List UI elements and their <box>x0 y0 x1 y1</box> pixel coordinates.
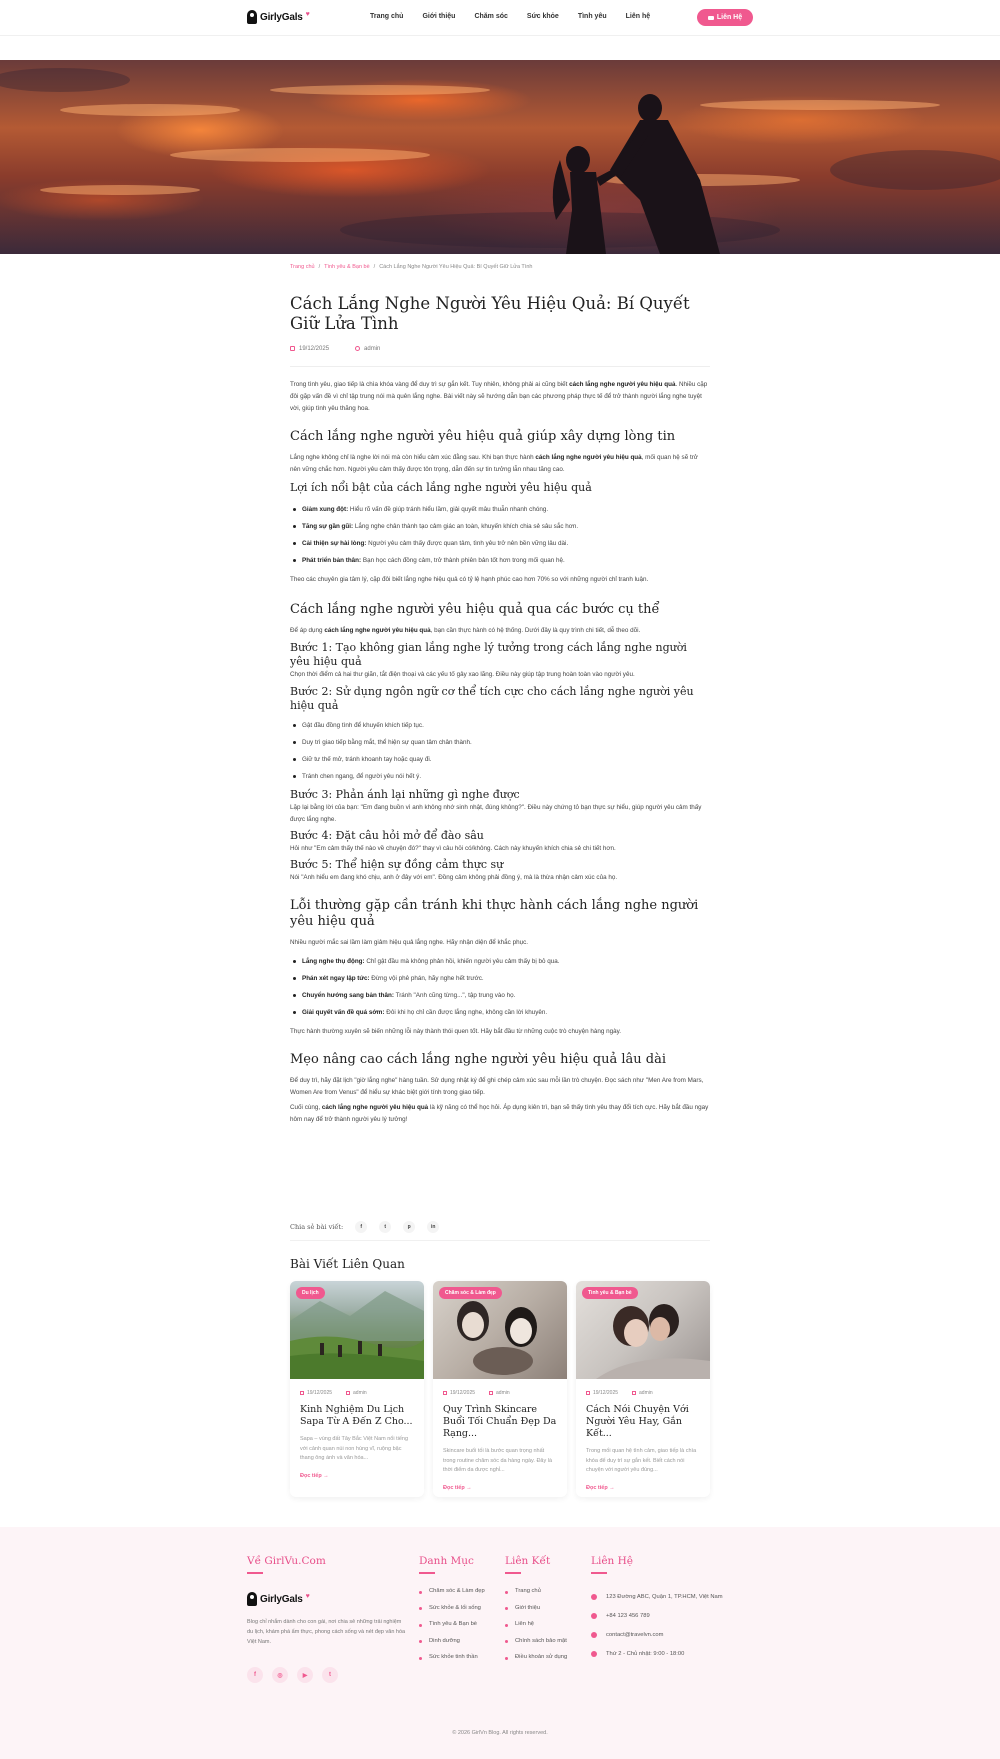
subsection-heading: Lợi ích nổi bật của cách lắng nghe người yêu hiệu quả <box>290 481 592 495</box>
article-author-text: admin <box>364 346 381 353</box>
card-meta <box>443 1390 567 1396</box>
footer-link[interactable]: Tình yêu & Bạn bè <box>419 1616 485 1633</box>
paragraph: Chọn thời điểm cả hai thư giãn, tắt điện thoại và các yếu tố gây xao lãng. Điều này giúp tập trung hoàn toàn vào người yêu. <box>290 671 635 679</box>
facebook-icon[interactable]: f <box>355 1221 367 1233</box>
article-date <box>290 346 329 352</box>
share-bar <box>290 1221 439 1233</box>
breadcrumb-category[interactable]: Tình yêu & Bạn bè <box>324 264 370 270</box>
list-item: Duy trì giao tiếp bằng mắt, thể hiện sự quan tâm chân thành. <box>290 734 710 751</box>
paragraph: Cuối cùng, cách lắng nghe người yêu hiệu quả là kỹ năng có thể học hỏi. Áp dụng kiên trì, bạn sẽ thấy tình yêu thay đổi tích cực. Hãy bắt đầu ngay hôm nay để trở thành người yêu lý tưởng! <box>290 1104 709 1124</box>
footer-links-title: Liên Kết <box>505 1555 551 1567</box>
contact-phone[interactable]: +84 123 456 789 <box>591 1606 723 1625</box>
list-item: Tránh chen ngang, để người yêu nói hết ý. <box>290 768 710 785</box>
nav-item-love[interactable]: Tình yêu <box>577 13 607 20</box>
card-meta <box>586 1390 710 1396</box>
share-label: Chia sẻ bài viết: <box>290 1223 344 1231</box>
footer-categories-title: Danh Mục <box>419 1555 474 1567</box>
contact-button-label: Liên Hệ <box>716 14 743 21</box>
youtube-icon[interactable]: ▶ <box>297 1667 313 1683</box>
calendar-icon <box>290 346 295 351</box>
footer-contact <box>591 1587 723 1663</box>
intro-paragraph: Trong tình yêu, giao tiếp là chìa khóa vàng để duy trì sự gắn kết. Tuy nhiên, không phải ai cũng biết cách lắng nghe người yêu hiệu quả. Nhiều cặp đôi gặp vấn đề vì chỉ tập trung nói mà quên lắng nghe. Bài viết này sẽ hướng dẫn bạn các phương pháp thực tế để trở thành người lắng nghe tuyệt vời, giúp tình yêu thăng hoa. <box>290 381 708 413</box>
section-heading: Cách lắng nghe người yêu hiệu quả qua các bước cụ thể <box>290 602 660 618</box>
nav-item-contact[interactable]: Liên hệ <box>625 13 651 20</box>
card-date: 19/12/2025 <box>586 1390 618 1396</box>
divider <box>290 366 710 367</box>
linkedin-icon[interactable]: in <box>427 1221 439 1233</box>
list-item: Phát triển bản thân: Bạn học cách đồng cảm, trở thành phiên bản tốt hơn trong mối quan hệ. <box>290 552 710 569</box>
card-author: admin <box>489 1390 510 1396</box>
contact-address: 123 Đường ABC, Quận 1, TP.HCM, Việt Nam <box>591 1587 723 1606</box>
footer-contact-title: Liên Hệ <box>591 1555 634 1567</box>
phone-icon <box>591 1613 597 1619</box>
category-badge[interactable]: Du lịch <box>296 1287 325 1299</box>
paragraph: Thực hành thường xuyên sẽ biến những lỗi này thành thói quen tốt. Hãy bắt đầu từ những cuộc trò chuyện hàng ngày. <box>290 1028 622 1036</box>
user-icon <box>355 346 360 351</box>
step-heading: Bước 1: Tạo không gian lắng nghe lý tưởng trong cách lắng nghe người yêu hiệu quả <box>290 641 687 669</box>
hero-image <box>0 60 1000 254</box>
mail-icon <box>708 16 714 20</box>
footer-link[interactable]: Điều khoản sử dụng <box>505 1649 567 1666</box>
related-posts-title: Bài Viết Liên Quan <box>290 1257 405 1271</box>
list-item: Giữ tư thế mở, tránh khoanh tay hoặc quay đi. <box>290 751 710 768</box>
logo-icon <box>247 1592 257 1606</box>
card-image[interactable] <box>290 1281 424 1379</box>
breadcrumb-home[interactable]: Trang chủ <box>290 264 315 270</box>
step2-list <box>290 717 710 785</box>
contact-email[interactable]: contact@travelvn.com <box>591 1625 723 1644</box>
card-title[interactable]: Quy Trình Skincare Buổi Tối Chuẩn Đẹp Da Rạng... <box>443 1404 557 1439</box>
heart-icon: ♥ <box>305 1592 310 1600</box>
site-logo[interactable] <box>247 10 310 24</box>
related-card[interactable] <box>290 1281 424 1497</box>
section-heading: Mẹo nâng cao cách lắng nghe người yêu hiệu quả lâu dài <box>290 1052 667 1068</box>
list-item: Giải quyết vấn đề quá sớm: Đôi khi họ chỉ cần được lắng nghe, không cần lời khuyên. <box>290 1004 710 1021</box>
divider <box>290 1240 710 1241</box>
copyright: © 2026 GirlVn Blog. All rights reserved. <box>452 1730 548 1736</box>
footer-link[interactable]: Sức khỏe tinh thần <box>419 1649 485 1666</box>
list-item: Giảm xung đột: Hiểu rõ vấn đề giúp tránh hiểu lầm, giải quyết mâu thuẫn nhanh chóng. <box>290 501 710 518</box>
card-excerpt: Sapa – vùng đất Tây Bắc Việt Nam nổi tiếng với cảnh quan núi non hùng vĩ, ruộng bậc thang ông ánh và văn hóa... <box>300 1436 409 1461</box>
nav-item-home[interactable]: Trang chủ <box>370 13 404 20</box>
step-heading: Bước 4: Đặt câu hỏi mở để đào sâu <box>290 829 484 843</box>
card-date: 19/12/2025 <box>443 1390 475 1396</box>
read-more-link[interactable]: Đọc tiếp → <box>300 1472 329 1479</box>
list-item: Lắng nghe thụ động: Chỉ gật đầu mà không phản hồi, khiến người yêu cảm thấy bị bỏ qua. <box>290 953 710 970</box>
step-heading: Bước 5: Thể hiện sự đồng cảm thực sự <box>290 858 504 872</box>
card-excerpt: Trong mối quan hệ tình cảm, giao tiếp là chìa khóa để duy trì sự gắn kết. Biết cách nói chuyện với người yêu đúng... <box>586 1448 697 1473</box>
footer-about-text: Blog chỉ nhắm dành cho con gái, nơi chia sẻ những trải nghiệm du lịch, khám phá ẩm thực, phong cách sống và nét đẹp văn hóa Việt Nam. <box>247 1619 406 1645</box>
location-icon <box>591 1594 597 1600</box>
twitter-icon[interactable]: t <box>322 1667 338 1683</box>
calendar-icon <box>443 1391 447 1395</box>
nav-item-about[interactable]: Giới thiệu <box>422 13 456 20</box>
article <box>290 264 710 1126</box>
category-badge[interactable]: Chăm sóc & Làm đẹp <box>439 1287 502 1299</box>
twitter-icon[interactable]: t <box>379 1221 391 1233</box>
footer-links <box>505 1583 567 1666</box>
list-item: Phán xét ngay lập tức: Đừng vội phê phán, hãy nghe hết trước. <box>290 970 710 987</box>
paragraph: Để duy trì, hãy đặt lịch "giờ lắng nghe" hàng tuần. Sử dụng nhật ký để ghi chép cảm xúc sau mỗi lần trò chuyện. Đọc sách như "Men Are from Mars, Women Are from Venus" để hiểu sự khác biệt giới tính trong giao tiếp. <box>290 1077 704 1097</box>
mistakes-list <box>290 953 710 1021</box>
paragraph: Hỏi như "Em cảm thấy thế nào về chuyện đó?" thay vì câu hỏi có/không. Cách này khuyến khích chia sẻ chi tiết hơn. <box>290 845 616 853</box>
footer-link[interactable]: Chăm sóc & Làm đẹp <box>419 1583 485 1600</box>
nav-item-care[interactable]: Chăm sóc <box>474 13 508 20</box>
related-card[interactable] <box>433 1281 567 1497</box>
contact-hours: Thứ 2 - Chủ nhật: 9:00 - 18:00 <box>591 1644 723 1663</box>
card-date: 19/12/2025 <box>300 1390 332 1396</box>
logo-text: GirlyGals <box>260 1593 303 1605</box>
user-icon <box>489 1391 493 1395</box>
read-more-link[interactable]: Đọc tiếp → <box>586 1484 615 1491</box>
list-item: Chuyển hướng sang bản thân: Tránh "Anh cũng từng...", tập trung vào họ. <box>290 987 710 1004</box>
logo-text: GirlyGals <box>260 11 303 23</box>
calendar-icon <box>586 1391 590 1395</box>
article-title: Cách Lắng Nghe Người Yêu Hiệu Quả: Bí Quyết Giữ Lửa Tình <box>290 294 690 333</box>
email-icon <box>591 1632 597 1638</box>
article-meta <box>290 346 710 352</box>
footer-about-title: Về GirlVu.Com <box>247 1555 326 1567</box>
benefits-list <box>290 501 710 569</box>
user-icon <box>346 1391 350 1395</box>
paragraph: Để áp dụng cách lắng nghe người yêu hiệu quả, bạn cần thực hành có hệ thống. Dưới đây là quy trình chi tiết, dễ theo dõi. <box>290 627 641 635</box>
footer-link[interactable]: Sức khỏe & lối sống <box>419 1600 485 1617</box>
footer-link[interactable]: Trang chủ <box>505 1583 567 1600</box>
card-image[interactable] <box>433 1281 567 1379</box>
breadcrumb-separator: / <box>318 264 321 270</box>
instagram-icon[interactable]: ◎ <box>272 1667 288 1683</box>
article-author <box>355 346 380 352</box>
logo-icon <box>247 10 257 24</box>
list-item: Gật đầu đồng tình để khuyến khích tiếp tục. <box>290 717 710 734</box>
card-author: admin <box>346 1390 367 1396</box>
related-card[interactable] <box>576 1281 710 1497</box>
breadcrumb-separator: / <box>373 264 376 270</box>
main-nav <box>370 13 669 20</box>
card-image[interactable] <box>576 1281 710 1379</box>
breadcrumb <box>290 264 710 270</box>
card-excerpt: Skincare buổi tối là bước quan trọng nhất trong routine chăm sóc da hàng ngày. Đây là thời điểm da được nghỉ... <box>443 1448 553 1473</box>
read-more-link[interactable]: Đọc tiếp → <box>443 1484 472 1491</box>
paragraph: Nói "Anh hiểu em đang khó chịu, anh ở đây với em". Đồng cảm không phải đồng ý, mà là thừa nhận cảm xúc của họ. <box>290 874 618 882</box>
footer-link[interactable]: Dinh dưỡng <box>419 1633 485 1650</box>
card-author: admin <box>632 1390 653 1396</box>
pinterest-icon[interactable]: p <box>403 1221 415 1233</box>
section-heading: Cách lắng nghe người yêu hiệu quả giúp xây dựng lòng tin <box>290 429 676 445</box>
calendar-icon <box>300 1391 304 1395</box>
facebook-icon[interactable]: f <box>247 1667 263 1683</box>
article-date-text: 19/12/2025 <box>299 346 330 353</box>
card-title[interactable]: Cách Nói Chuyện Với Người Yêu Hay, Gắn Kết... <box>586 1404 689 1439</box>
paragraph: Lặp lại bằng lời của bạn: "Em đang buồn vì anh không nhớ sinh nhật, đúng không?". Điều này chứng tỏ bạn thực sự hiểu, giúp người yêu cảm thấy được lắng nghe. <box>290 804 702 824</box>
couple-silhouette-image <box>0 60 1000 254</box>
card-meta <box>300 1390 424 1396</box>
paragraph: Lắng nghe không chỉ là nghe lời nói mà còn hiểu cảm xúc đằng sau. Khi bạn thực hành cách lắng nghe người yêu hiệu quả, mối quan hệ sẽ trở nên vững chắc hơn. Người yêu cảm thấy được tôn trọng, dẫn đến sự tin tưởng lẫn nhau tăng cao. <box>290 454 698 474</box>
heart-icon: ♥ <box>305 10 310 18</box>
card-title[interactable]: Kinh Nghiệm Du Lịch Sapa Từ A Đến Z Cho... <box>300 1404 413 1427</box>
clock-icon <box>591 1651 597 1657</box>
section-heading: Lỗi thường gặp cần tránh khi thực hành cách lắng nghe người yêu hiệu quả <box>290 898 699 930</box>
footer-link[interactable]: Liên hệ <box>505 1616 567 1633</box>
nav-item-health[interactable]: Sức khỏe <box>526 13 559 20</box>
contact-button[interactable] <box>697 9 753 26</box>
list-item: Tăng sự gần gũi: Lắng nghe chân thành tạo cảm giác an toàn, khuyến khích chia sẻ sâu sắc hơn. <box>290 518 710 535</box>
site-footer <box>0 1527 1000 1759</box>
category-badge[interactable]: Tình yêu & Bạn bè <box>582 1287 638 1299</box>
footer-link[interactable]: Giới thiệu <box>505 1600 567 1617</box>
footer-link[interactable]: Chính sách bảo mật <box>505 1633 567 1650</box>
site-header <box>0 0 1000 36</box>
footer-logo[interactable] <box>247 1592 310 1606</box>
paragraph: Theo các chuyên gia tâm lý, cặp đôi biết lắng nghe hiệu quả có tỷ lệ hạnh phúc cao hơn 70% so với những người chỉ tranh luận. <box>290 576 649 584</box>
paragraph: Nhiều người mắc sai lầm làm giảm hiệu quả lắng nghe. Hãy nhận diện để khắc phục. <box>290 939 528 947</box>
step-heading: Bước 2: Sử dụng ngôn ngữ cơ thể tích cực cho cách lắng nghe người yêu hiệu quả <box>290 685 694 713</box>
breadcrumb-current: Cách Lắng Nghe Người Yêu Hiệu Quả: Bí Quyết Giữ Lửa Tình <box>379 264 533 270</box>
list-item: Cải thiện sự hài lòng: Người yêu cảm thấy được quan tâm, tình yêu trở nên bền vững lâu dài. <box>290 535 710 552</box>
user-icon <box>632 1391 636 1395</box>
step-heading: Bước 3: Phản ánh lại những gì nghe được <box>290 788 520 802</box>
footer-categories <box>419 1583 485 1666</box>
